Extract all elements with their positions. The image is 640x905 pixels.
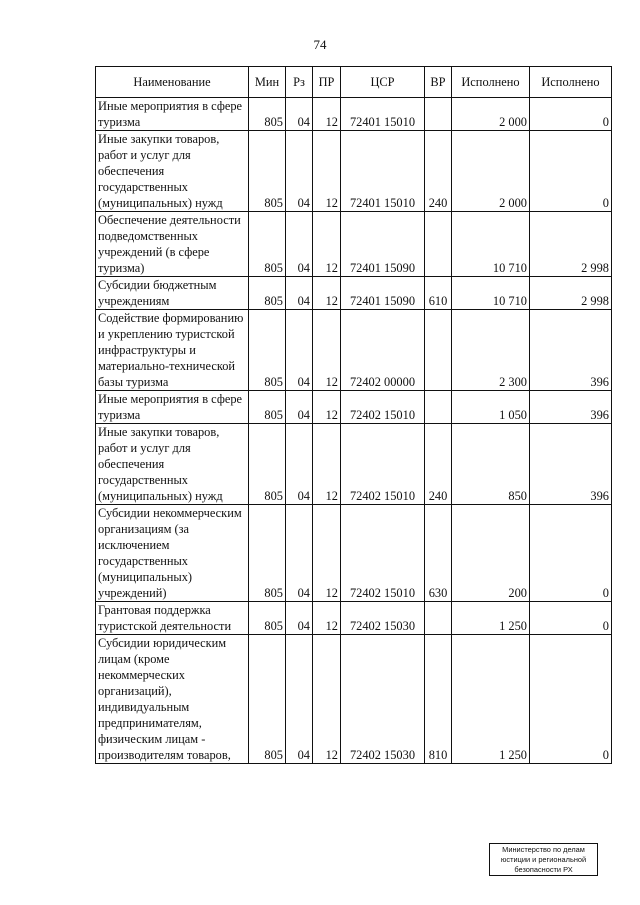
row-min: 805 — [249, 310, 286, 391]
page-number: 74 — [313, 37, 327, 52]
row-vr: 240 — [425, 131, 452, 212]
row-rz: 04 — [286, 212, 313, 277]
row-executed-1: 1 250 — [452, 602, 530, 635]
row-pr: 12 — [313, 310, 341, 391]
header-vr: ВР — [425, 67, 452, 98]
row-name: Иные мероприятия в сфере туризма — [96, 391, 249, 424]
row-vr — [425, 391, 452, 424]
row-executed-2: 396 — [530, 310, 612, 391]
row-executed-2: 0 — [530, 635, 612, 764]
row-name: Обеспечение деятельности подведомственных учреждений (в сфере туризма) — [96, 212, 249, 277]
row-vr — [425, 98, 452, 131]
row-csr: 72402 15010 — [341, 424, 425, 505]
row-min: 805 — [249, 212, 286, 277]
row-pr: 12 — [313, 131, 341, 212]
header-executed-2: Исполнено — [530, 67, 612, 98]
header-pr: ПР — [313, 67, 341, 98]
table-row — [96, 277, 612, 310]
row-executed-1: 1 250 — [452, 635, 530, 764]
stamp-line-2: юстиции и региональной — [500, 855, 587, 864]
row-pr: 12 — [313, 391, 341, 424]
row-executed-2: 0 — [530, 505, 612, 602]
row-rz: 04 — [286, 505, 313, 602]
row-executed-1: 2 000 — [452, 131, 530, 212]
row-pr: 12 — [313, 277, 341, 310]
row-csr: 72401 15090 — [341, 277, 425, 310]
table-row — [96, 424, 612, 505]
row-min: 805 — [249, 391, 286, 424]
row-vr: 810 — [425, 635, 452, 764]
table-row — [96, 212, 612, 277]
row-min: 805 — [249, 505, 286, 602]
row-executed-2: 0 — [530, 602, 612, 635]
row-min: 805 — [249, 277, 286, 310]
ministry-stamp — [489, 843, 598, 876]
row-rz: 04 — [286, 424, 313, 505]
row-executed-2: 2 998 — [530, 277, 612, 310]
row-executed-2: 0 — [530, 98, 612, 131]
row-csr: 72402 15010 — [341, 391, 425, 424]
header-rz: Рз — [286, 67, 313, 98]
row-min: 805 — [249, 98, 286, 131]
row-csr: 72401 15090 — [341, 212, 425, 277]
table-row — [96, 505, 612, 602]
row-executed-2: 0 — [530, 131, 612, 212]
row-name: Иные закупки товаров, работ и услуг для обеспечения государственных (муниципальных) нужд — [96, 424, 249, 505]
row-executed-1: 1 050 — [452, 391, 530, 424]
row-executed-2: 2 998 — [530, 212, 612, 277]
row-executed-2: 396 — [530, 391, 612, 424]
table-row — [96, 310, 612, 391]
row-name: Субсидии юридическим лицам (кроме некоммерческих организаций), индивидуальным предпринимателям, физическим лицам - производителям товаров, — [96, 635, 249, 764]
header-executed-1: Исполнено — [452, 67, 530, 98]
row-rz: 04 — [286, 98, 313, 131]
table-row — [96, 635, 612, 764]
row-rz: 04 — [286, 635, 313, 764]
row-csr: 72402 00000 — [341, 310, 425, 391]
row-executed-1: 850 — [452, 424, 530, 505]
row-csr: 72401 15010 — [341, 131, 425, 212]
row-min: 805 — [249, 424, 286, 505]
row-rz: 04 — [286, 310, 313, 391]
row-name: Субсидии бюджетным учреждениям — [96, 277, 249, 310]
table-row — [96, 131, 612, 212]
row-csr: 72401 15010 — [341, 98, 425, 131]
row-executed-1: 2 000 — [452, 98, 530, 131]
row-name: Иные закупки товаров, работ и услуг для обеспечения государственных (муниципальных) нужд — [96, 131, 249, 212]
row-executed-1: 200 — [452, 505, 530, 602]
row-rz: 04 — [286, 277, 313, 310]
row-pr: 12 — [313, 505, 341, 602]
row-csr: 72402 15010 — [341, 505, 425, 602]
header-min: Мин — [249, 67, 286, 98]
row-rz: 04 — [286, 391, 313, 424]
row-vr — [425, 310, 452, 391]
stamp-line-1: Министерство по делам — [502, 845, 585, 854]
row-pr: 12 — [313, 635, 341, 764]
header-csr: ЦСР — [341, 67, 425, 98]
row-min: 805 — [249, 602, 286, 635]
row-vr: 240 — [425, 424, 452, 505]
row-executed-1: 2 300 — [452, 310, 530, 391]
table-row — [96, 391, 612, 424]
stamp-line-3: безопасности РХ — [514, 865, 573, 874]
row-min: 805 — [249, 635, 286, 764]
row-pr: 12 — [313, 212, 341, 277]
row-pr: 12 — [313, 98, 341, 131]
budget-table — [95, 66, 612, 764]
row-pr: 12 — [313, 602, 341, 635]
row-min: 805 — [249, 131, 286, 212]
row-name: Содействие формированию и укреплению туристской инфраструктуры и материально-технической базы туризма — [96, 310, 249, 391]
row-csr: 72402 15030 — [341, 635, 425, 764]
row-vr — [425, 602, 452, 635]
table-row — [96, 602, 612, 635]
row-csr: 72402 15030 — [341, 602, 425, 635]
row-executed-1: 10 710 — [452, 212, 530, 277]
table-row — [96, 98, 612, 131]
row-rz: 04 — [286, 602, 313, 635]
header-name: Наименование — [96, 67, 249, 98]
row-pr: 12 — [313, 424, 341, 505]
row-rz: 04 — [286, 131, 313, 212]
row-vr — [425, 212, 452, 277]
row-vr: 610 — [425, 277, 452, 310]
row-executed-1: 10 710 — [452, 277, 530, 310]
row-name: Иные мероприятия в сфере туризма — [96, 98, 249, 131]
row-name: Субсидии некоммерческим организациям (за исключением государственных (муниципальных) учреждений) — [96, 505, 249, 602]
row-name: Грантовая поддержка туристской деятельности — [96, 602, 249, 635]
row-executed-2: 396 — [530, 424, 612, 505]
table-header-row — [96, 67, 612, 98]
row-vr: 630 — [425, 505, 452, 602]
